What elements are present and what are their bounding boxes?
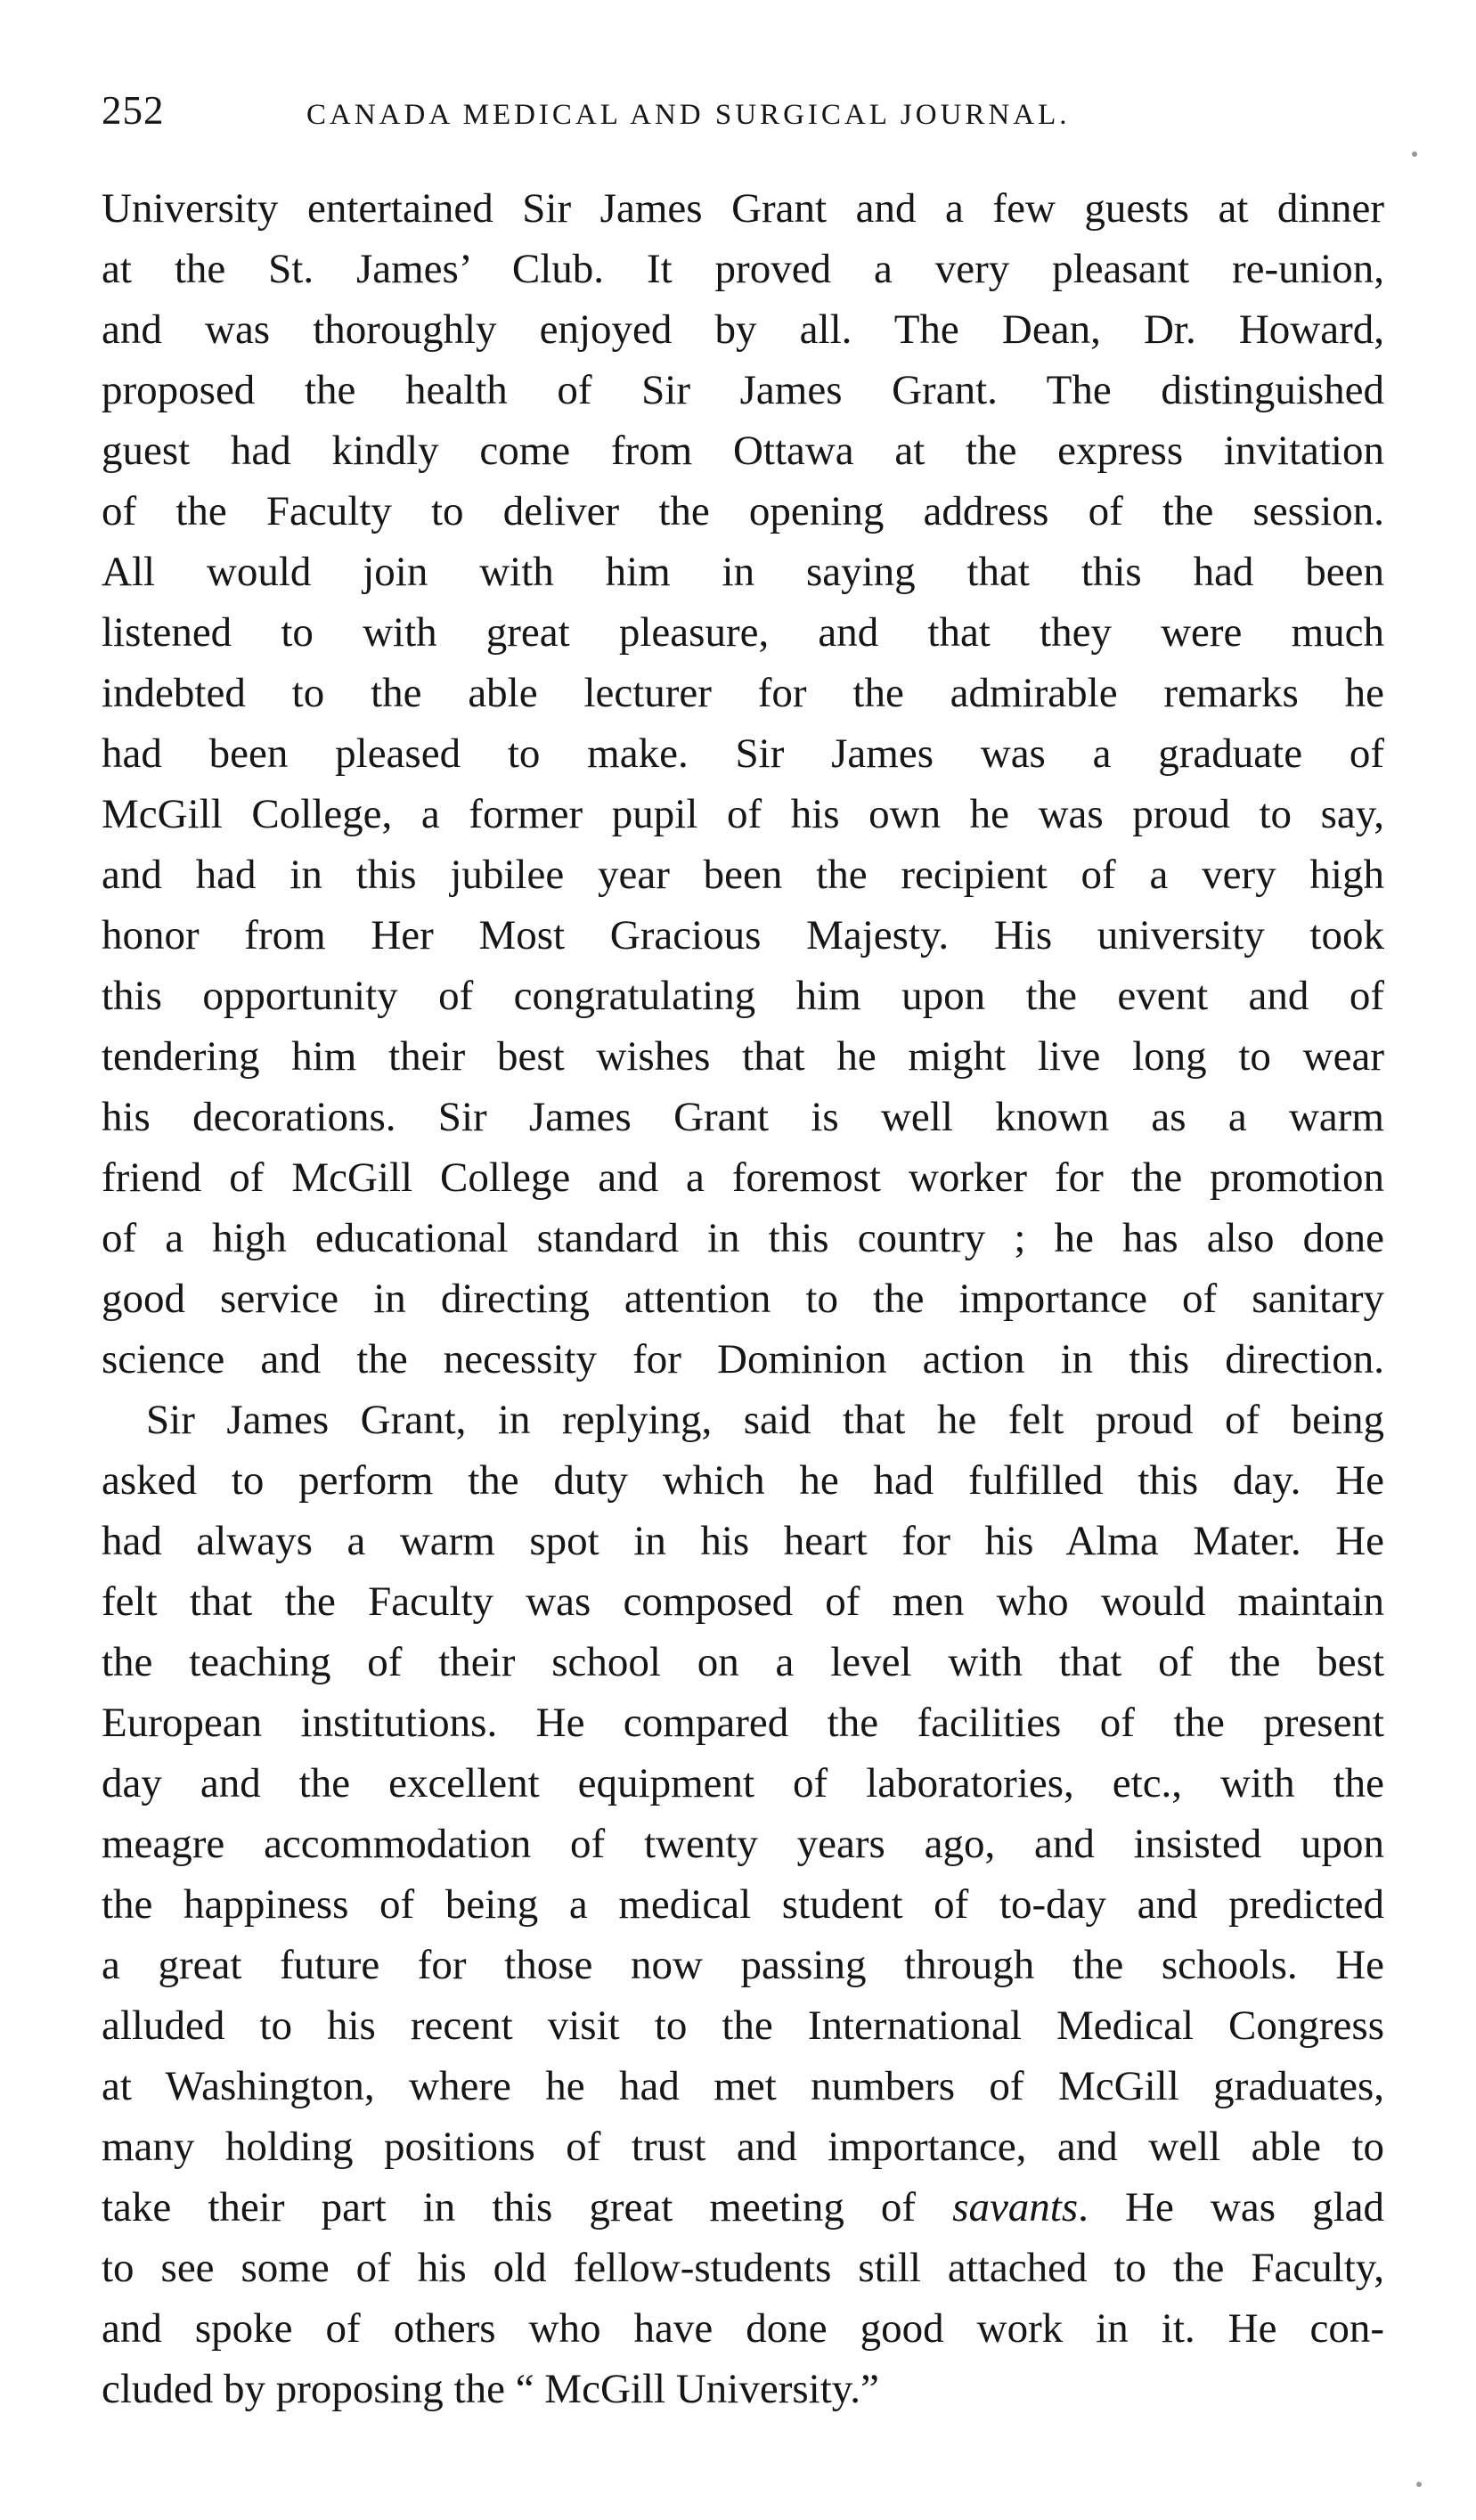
running-head: CANADA MEDICAL AND SURGICAL JOURNAL.: [306, 99, 1071, 131]
text-line: friend of McGill College and a foremost worker for the promotion: [102, 1154, 1384, 1201]
text-line: and had in this jubilee year been the recipient of a very high: [102, 852, 1384, 898]
article-body: [102, 178, 1384, 2419]
text-line: many holding positions of trust and importance, and well able to: [102, 2124, 1384, 2170]
text-line: guest had kindly come from Ottawa at the express invitation: [102, 428, 1384, 474]
italic-term: savants: [952, 2184, 1079, 2230]
text-line: at the St. James’ Club. It proved a very pleasant re-union,: [102, 246, 1384, 292]
text-line: good service in directing attention to the importance of sanitary: [102, 1276, 1384, 1322]
paragraph: [102, 1390, 1384, 2419]
page-number: 252: [102, 88, 165, 133]
text-line: indebted to the able lecturer for the admirable remarks he: [102, 670, 1384, 716]
text-line: a great future for those now passing through the schools. He: [102, 1942, 1384, 1988]
text-line: the happiness of being a medical student of to-day and predicted: [102, 1881, 1384, 1928]
text-line: McGill College, a former pupil of his own he was proud to say,: [102, 791, 1384, 837]
text-line: University entertained Sir James Grant and a few guests at dinner: [102, 185, 1384, 232]
page-header: [102, 87, 1384, 141]
text-line: tendering him their best wishes that he might live long to wear: [102, 1033, 1384, 1080]
text-line: at Washington, where he had met numbers of McGill graduates,: [102, 2063, 1384, 2109]
print-speck: [1416, 2482, 1422, 2487]
text-line: the teaching of their school on a level with that of the best: [102, 1639, 1384, 1685]
text-line: day and the excellent equipment of laboratories, etc., with the: [102, 1760, 1384, 1806]
text-line: had been pleased to make. Sir James was a graduate of: [102, 730, 1384, 777]
text-line: had always a warm spot in his heart for his Alma Mater. He: [102, 1518, 1384, 1564]
print-speck: [1412, 151, 1417, 157]
text-line: and spoke of others who have done good work in it. He con-: [102, 2305, 1384, 2352]
text-line: alluded to his recent visit to the International Medical Congress: [102, 2002, 1384, 2049]
text-line: this opportunity of congratulating him upon the event and of: [102, 973, 1384, 1019]
text-line: of the Faculty to deliver the opening address of the session.: [102, 488, 1384, 534]
text-line: of a high educational standard in this country ; he has also done: [102, 1215, 1384, 1261]
text-line: his decorations. Sir James Grant is well known as a warm: [102, 1094, 1384, 1140]
text-line: take their part in this great meeting of savants. He was glad: [102, 2184, 1384, 2230]
paragraph: [102, 178, 1384, 1390]
text-line: to see some of his old fellow-students still attached to the Faculty,: [102, 2245, 1384, 2291]
text-line: All would join with him in saying that this had been: [102, 549, 1384, 595]
text-line: honor from Her Most Gracious Majesty. His university took: [102, 912, 1384, 958]
text-line: cluded by proposing the “ McGill University.”: [102, 2366, 879, 2412]
text-line: science and the necessity for Dominion action in this direction.: [102, 1336, 1384, 1382]
text-line: felt that the Faculty was composed of men who would maintain: [102, 1578, 1384, 1625]
text-line: Sir James Grant, in replying, said that he felt proud of being: [146, 1397, 1384, 1443]
text-line: asked to perform the duty which he had fulfilled this day. He: [102, 1457, 1384, 1504]
text-line: proposed the health of Sir James Grant. The distinguished: [102, 367, 1384, 413]
text-line: meagre accommodation of twenty years ago, and insisted upon: [102, 1821, 1384, 1867]
text-line: listened to with great pleasure, and that they were much: [102, 609, 1384, 656]
text-line: European institutions. He compared the facilities of the present: [102, 1700, 1384, 1746]
text-line: and was thoroughly enjoyed by all. The Dean, Dr. Howard,: [102, 306, 1384, 353]
